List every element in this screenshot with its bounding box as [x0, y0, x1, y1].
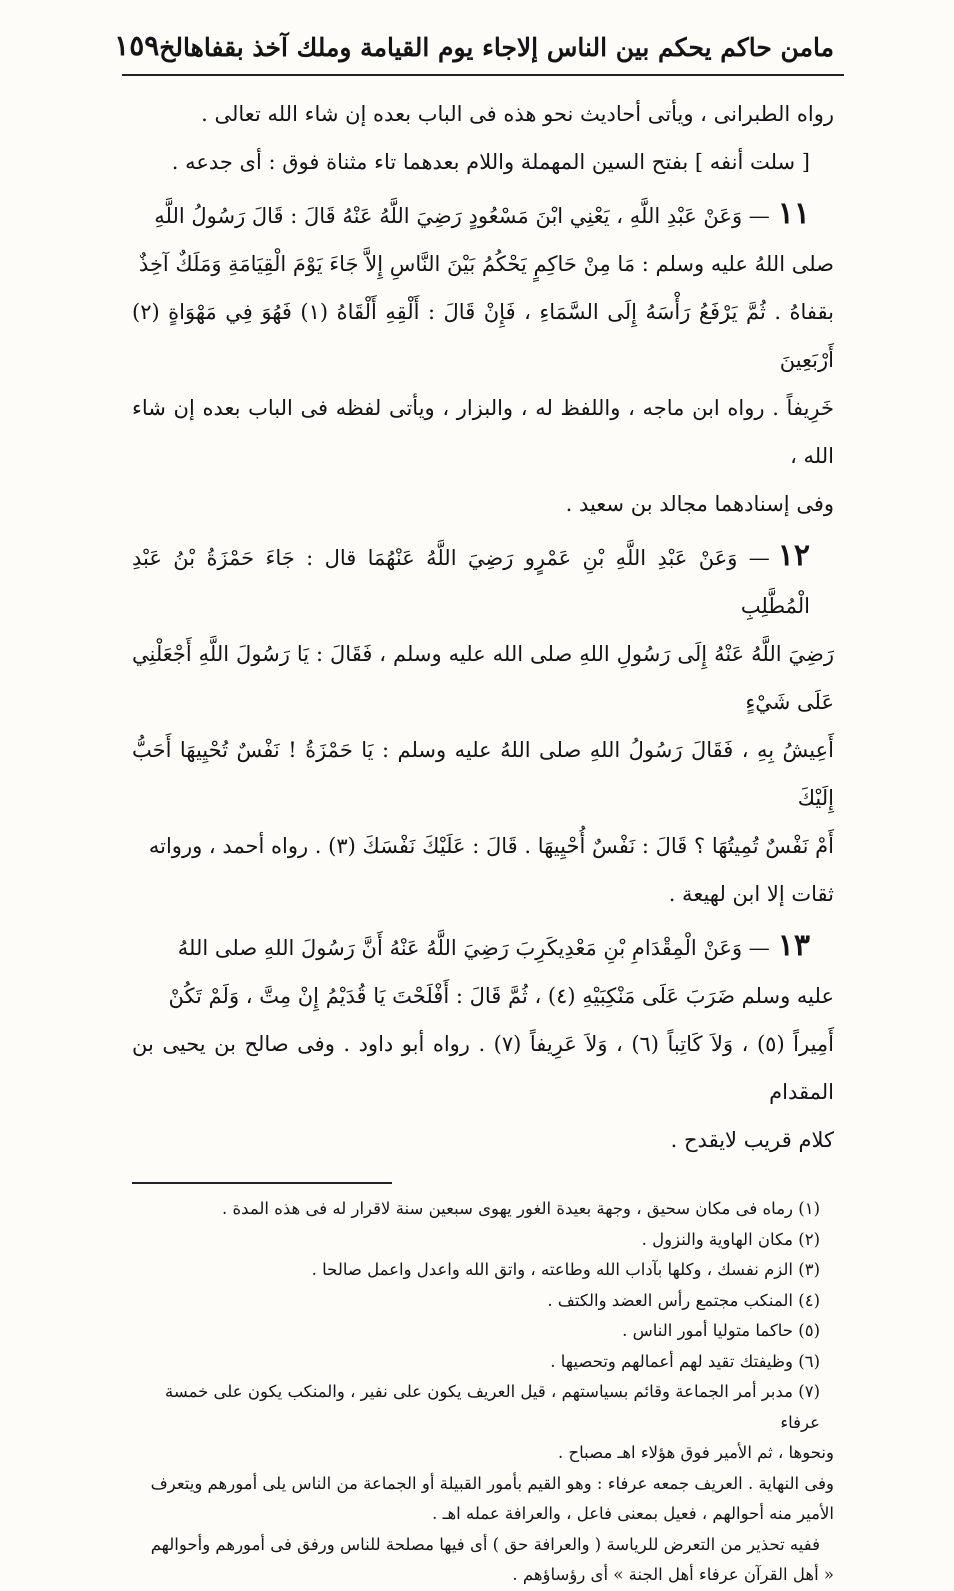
running-title: مامن حاكم يحكم بين الناس إلاجاء يوم القيامة وملك آخذ بقفاهالخ [159, 33, 834, 62]
footnote: (٣) الزم نفسك ، وكلها بآداب الله وطاعته ، واتق الله واعدل واعمل صالحا . [311, 1260, 820, 1279]
footnote: (٧) مدبر أمر الجماعة وقائم بسياستهم ، قيل العريف يكون على نفير ، والمنكب يكون على خمسة عرفاء [165, 1382, 820, 1432]
intro-gloss: [ سلت أنفه ] بفتح السين المهملة واللام بعدهما تاء مثناة فوق : أى جدعه . [171, 150, 810, 174]
hadith-line: أَعِيشُ بِهِ ، فَقَالَ رَسُولُ اللهِ صلى اللهُ عليه وسلم : يَا حَمْزَةُ ! نَفْسٌ تُحْيِيهَا أَحَبُّ إِلَيْكَ [132, 738, 834, 810]
footnote: (٥) حاكما متوليا أمور الناس . [622, 1321, 820, 1340]
intro-line: رواه الطبرانى ، ويأتى أحاديث نحو هذه فى الباب بعده إن شاء الله تعالى . [201, 102, 834, 126]
hadith-line: أَمِيراً (٥) ، وَلاَ كَاتِباً (٦) ، وَلاَ عَرِيفاً (٧) . رواه أبو داود . وفى صالح بن يحيى بن المقدام [132, 1032, 834, 1104]
hadith-number: ١٢ [777, 538, 810, 573]
hadith-line: — وَعَنْ عَبْدِ اللَّهِ بْنِ عَمْرٍو رَضِيَ اللَّهُ عَنْهُمَا قال : جَاءَ حَمْزَةُ بْنُ عَبْدِ الْمُطَّلِبِ [132, 546, 810, 618]
hadith-line: صلى اللهُ عليه وسلم : مَا مِنْ حَاكِمٍ يَحْكُمُ بَيْنَ النَّاسِ إِلاَّ جَاءَ يَوْمَ الْقِيَامَةِ وَمَلَكٌ آخِذٌ [138, 252, 834, 276]
main-text [132, 90, 834, 1164]
hadith-line: أَمْ نَفْسٌ تُمِيتُهَا ؟ قَالَ : نَفْسٌ أُحْيِيهَا . قَالَ : عَلَيْكَ نَفْسَكَ (٣) . رواه أحمد ، ورواته [148, 834, 834, 858]
footnote-continuation: الأمير منه أحوالهم ، فعيل بمعنى فاعل ، والعرافة عمله اهـ . [432, 1504, 834, 1523]
hadith-line: بقفاهُ . ثُمَّ يَرْفَعُ رَأْسَهُ إِلَى السَّمَاءِ ، فَإِنْ قَالَ : أَلْقِهِ أَلْقَاهُ (١) فَهُوَ فِي مَهْوَاةٍ (٢) أَرْبَعِينَ [132, 300, 834, 372]
hadith-line: — وَعَنْ الْمِقْدَامِ بْنِ مَعْدِيكَرِبَ رَضِيَ اللَّهُ عَنْهُ أَنَّ رَسُولَ اللهِ صلى اللهُ [177, 936, 770, 960]
hadith-line: ثقات إلا ابن لهيعة . [668, 882, 834, 906]
footnotes [132, 1194, 834, 1591]
page-number: ١٥٩ [114, 29, 160, 62]
footnote: (١) رماه فى مكان سحيق ، وجهة بعيدة الغور يهوى سبعين سنة لاقرار له فى هذه المدة . [222, 1199, 820, 1218]
hadith-line: خَرِيفاً . رواه ابن ماجه ، واللفظ له ، والبزار ، ويأتى لفظه فى الباب بعده إن شاء الله ، [132, 396, 834, 468]
footnote: (٢) مكان الهاوية والنزول . [641, 1229, 820, 1249]
hadith-11 [132, 190, 834, 528]
hadith-line: عليه وسلم ضَرَبَ عَلَى مَنْكِبَيْهِ (٤) ، ثُمَّ قَالَ : أَفْلَحْتَ يَا قُدَيْمُ إِنْ مِتَّ ، وَلَمْ تَكُنْ [168, 984, 834, 1008]
hadith-number: ١١ [777, 196, 810, 231]
hadith-number: ١٣ [777, 928, 810, 963]
hadith-line: رَضِيَ اللَّهُ عَنْهُ إِلَى رَسُولِ اللهِ صلى الله عليه وسلم ، فَقَالَ : يَا رَسُولَ اللَّهِ أَجْعَلْنِي عَلَى شَيْءٍ [132, 642, 834, 714]
hadith-line: وفى إسنادهما مجالد بن سعيد . [565, 492, 834, 516]
footnote: (٦) وظيفتك تقيد لهم أعمالهم وتحصيها . [550, 1351, 820, 1371]
footnote-continuation: « أهل القرآن عرفاء أهل الجنة » أى رؤساؤهم . [512, 1565, 834, 1584]
footnote: (٤) المنكب مجتمع رأس العضد والكتف . [547, 1290, 820, 1310]
hadith-line: كلام قريب لايقدح . [670, 1128, 834, 1152]
hadith-12 [132, 532, 834, 918]
hadith-13 [132, 922, 834, 1164]
hadith-line: — وَعَنْ عَبْدِ اللَّهِ ، يَعْنِي ابْنَ مَسْعُودٍ رَضِيَ اللَّهُ عَنْهُ قَالَ : قَالَ رَسُولُ اللَّهِ [154, 204, 770, 228]
footnote-rule [132, 1182, 392, 1184]
header-rule [122, 74, 844, 76]
footnote-continuation: وفى النهاية . العريف جمعه عرفاء : وهو القيم بأمور القبيلة أو الجماعة من الناس يلى أمورهم ويتعرف [150, 1473, 834, 1493]
page-header [114, 18, 834, 68]
footnote-continuation: ففيه تحذير من التعرض للرياسة ( والعرافة حق ) أى فيها مصلحة للناس ورفق فى أمورهم وأحوالهم [150, 1534, 820, 1554]
footnote-continuation: ونحوها ، ثم الأمير فوق هؤلاء اهـ مصباح . [557, 1443, 834, 1462]
